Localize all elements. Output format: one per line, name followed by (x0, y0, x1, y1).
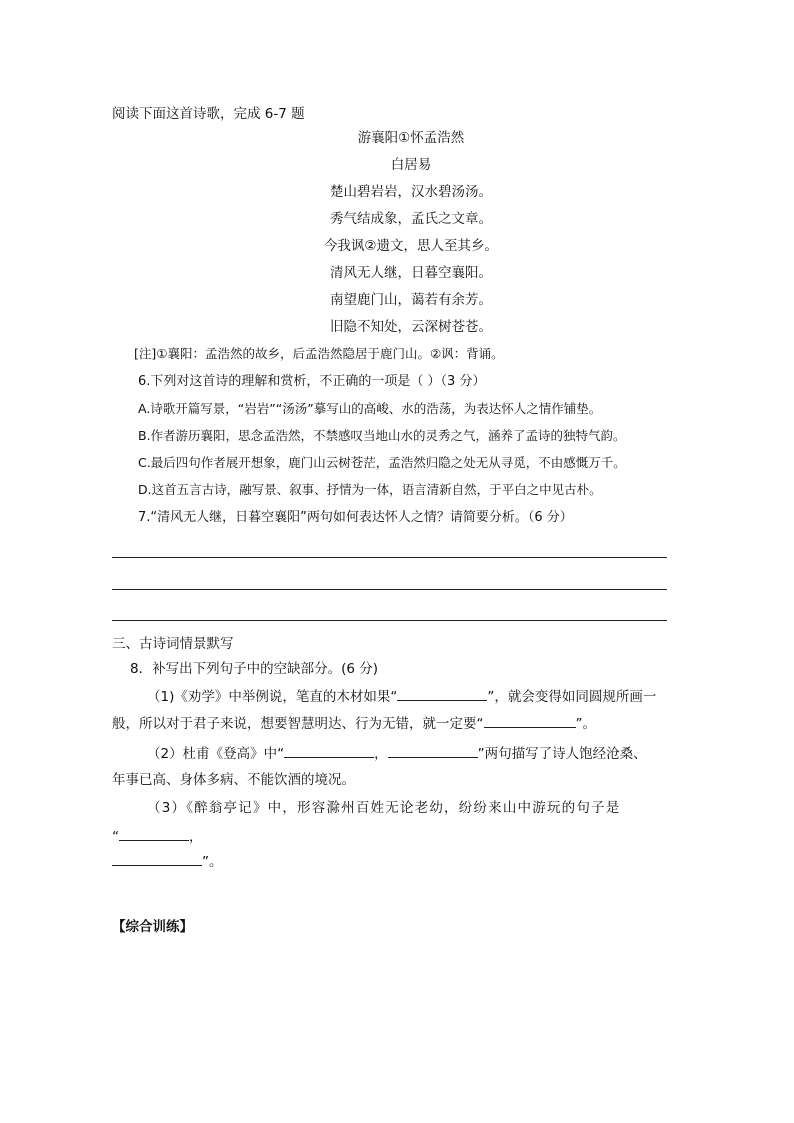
fill-item-2-line-2: 年事已高、身体多病、不能饮酒的境况。 (112, 772, 355, 788)
fill-item-1-line-1 (147, 686, 656, 707)
question-7-stem: 7.“清风无人继，日暮空襄阳”两句如何表达怀人之情？请简要分析。（6 分） (138, 510, 573, 525)
poem-line: 清风无人继，日暮空襄阳。 (330, 265, 492, 281)
fill-text: ”两句描写了诗人饱经沧桑、 (477, 746, 647, 762)
training-heading: 【综合训练】 (112, 919, 193, 935)
blank-field[interactable] (388, 743, 478, 758)
blank-field[interactable] (119, 826, 189, 841)
poem-line: 秀气结成象，孟氏之文章。 (330, 211, 492, 227)
question-6-stem: 6.下列对这首诗的理解和赏析，不正确的一项是（ ）（3 分） (138, 374, 486, 389)
poem-author: 白居易 (390, 157, 432, 173)
option-b: B.作者游历襄阳，思念孟浩然，不禁感叹当地山水的灵秀之气，涵养了孟诗的独特气韵。 (138, 428, 626, 443)
section-heading: 三、古诗词情景默写 (112, 636, 234, 652)
fill-text: ， (189, 829, 203, 845)
poem-line: 楚山碧岩岩，汉水碧汤汤。 (330, 184, 492, 200)
poem-note: [注]①襄阳：孟浩然的故乡，后孟浩然隐居于鹿门山。②讽：背诵。 (134, 346, 504, 361)
fill-item-3-line-3 (112, 851, 223, 872)
blank-field[interactable] (284, 743, 374, 758)
answer-line[interactable] (112, 557, 667, 558)
option-a: A.诗歌开篇写景，“岩岩”“汤汤”摹写山的高峻、水的浩荡，为表达怀人之情作铺垫。 (138, 401, 602, 416)
intro-line: 阅读下面这首诗歌，完成 6-7 题 (112, 106, 305, 122)
poem-line: 旧隐不知处，云深树苍苍。 (330, 319, 492, 335)
fill-text: （2）杜甫《登高》中“ (147, 746, 285, 762)
blank-field[interactable] (397, 686, 487, 701)
answer-line[interactable] (112, 589, 667, 590)
option-c: C.最后四句作者展开想象，鹿门山云树苍茫，孟浩然归隐之处无从寻觅，不由感慨万千。 (138, 455, 626, 470)
poem-line: 南望鹿门山，蔼若有余芳。 (330, 292, 492, 308)
fill-text: “ (112, 829, 119, 845)
blank-field[interactable] (484, 713, 576, 728)
poem-title: 游襄阳①怀孟浩然 (357, 130, 465, 146)
answer-line[interactable] (112, 620, 667, 621)
fill-text: ”。 (575, 716, 596, 732)
fill-text: ”，就会变得如同圆规所画一 (487, 689, 657, 705)
fill-text: 般，所以对于君子来说，想要智慧明达、行为无错，就一定要“ (112, 716, 484, 732)
fill-item-3-line-1: （3）《醉翁亭记》中，形容滁州百姓无论老幼，纷纷来山中游玩的句子是 (147, 800, 621, 816)
fill-text: ”。 (202, 854, 223, 870)
option-d: D.这首五言古诗，融写景、叙事、抒情为一体，语言清新自然，于平白之中见古朴。 (138, 482, 602, 497)
blank-field[interactable] (112, 851, 202, 866)
question-8-stem: 8．补写出下列句子中的空缺部分。(6 分) (130, 661, 379, 677)
fill-text: （1)《劝学》中举例说，笔直的木材如果“ (147, 689, 398, 705)
poem-line: 今我讽②遗文，思人至其乡。 (323, 238, 499, 254)
fill-item-1-line-2 (112, 713, 596, 734)
fill-text: ， (374, 746, 388, 762)
fill-item-3-line-2 (112, 826, 203, 847)
fill-item-2-line-1 (147, 743, 647, 764)
